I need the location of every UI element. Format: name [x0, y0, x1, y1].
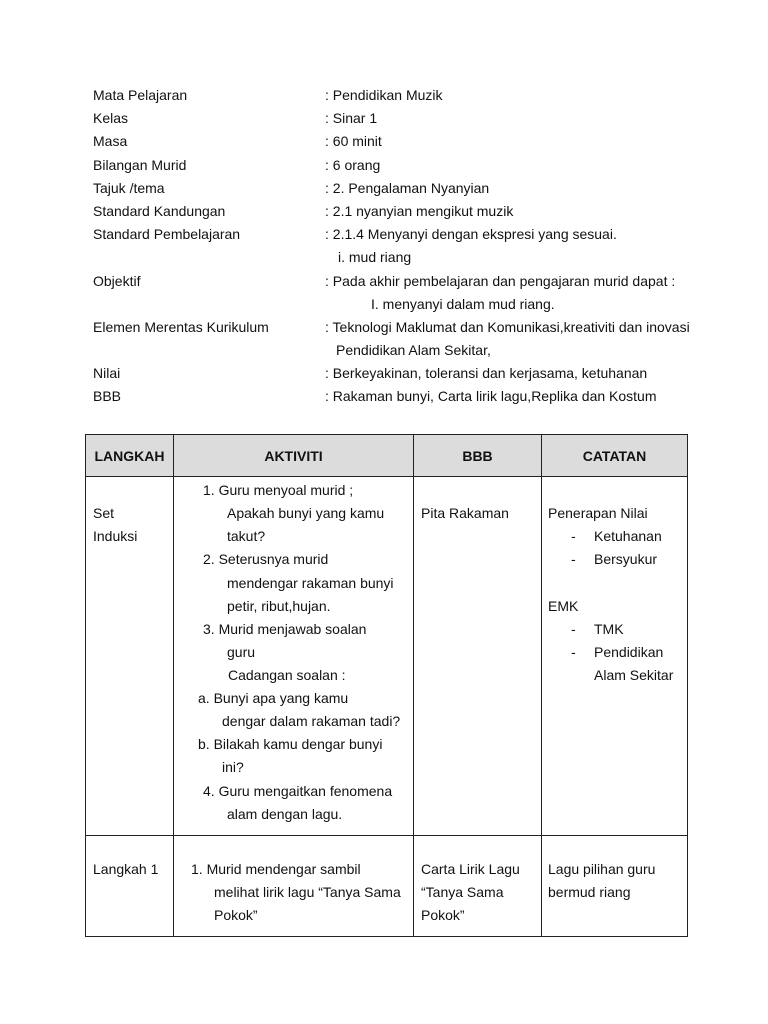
aktiviti-line: a. Bunyi apa yang kamu: [198, 690, 349, 706]
aktiviti-line: petir, ribut,hujan.: [227, 598, 331, 614]
catatan-line: Pendidikan: [594, 644, 664, 660]
catatan-line: Ketuhanan: [594, 528, 662, 544]
info-value: : 2. Pengalaman Nyanyian: [325, 179, 490, 196]
bbb-line: Pokok”: [421, 907, 465, 923]
langkah-line: Induksi: [93, 528, 138, 544]
table-row-set-induksi: [86, 477, 688, 836]
catatan-line: Bersyukur: [594, 551, 658, 567]
langkah-line: Langkah 1: [93, 861, 159, 877]
aktiviti-line: 2. Seterusnya murid: [203, 551, 329, 567]
info-row-standard-kandungan: [93, 201, 733, 224]
info-value: : Rakaman bunyi, Carta lirik lagu,Replika dan Kostum: [325, 388, 657, 405]
info-value: : Berkeyakinan, toleransi dan kerjasama, ketuhanan: [325, 365, 648, 382]
info-row-objektif: [93, 271, 733, 294]
info-row-tajuk: [93, 178, 733, 201]
info-row-mata-pelajaran: [93, 85, 733, 108]
bbb-line: “Tanya Sama: [421, 884, 504, 900]
catatan-line: bermud riang: [548, 884, 631, 900]
aktiviti-line: Apakah bunyi yang kamu: [227, 505, 385, 521]
info-value: : Pada akhir pembelajaran dan pengajaran murid dapat :: [325, 272, 676, 289]
cell-aktiviti: [174, 836, 414, 937]
cell-langkah: [86, 477, 174, 836]
info-label: Nilai: [93, 365, 121, 382]
catatan-dash: -: [571, 528, 576, 544]
info-row-bilangan-murid: [93, 155, 733, 178]
info-row-objektif-sub: [93, 294, 733, 317]
info-label: Masa: [93, 133, 128, 150]
info-label: Tajuk /tema: [93, 179, 165, 196]
aktiviti-line: Pokok”: [214, 907, 258, 923]
info-value: : 2.1.4 Menyanyi dengan ekspresi yang sesuai.: [325, 226, 617, 243]
info-value: I. menyanyi dalam mud riang.: [371, 295, 555, 312]
aktiviti-line: ini?: [222, 759, 244, 775]
bbb-line: Pita Rakaman: [421, 505, 509, 521]
catatan-line: Alam Sekitar: [594, 667, 674, 683]
aktiviti-line: 4. Guru mengaitkan fenomena: [203, 783, 393, 799]
aktiviti-line: guru: [227, 644, 256, 660]
aktiviti-line: Cadangan soalan :: [228, 667, 346, 683]
catatan-line: TMK: [594, 621, 624, 637]
column-header-langkah: LANGKAH: [86, 435, 174, 477]
column-header-bbb: BBB: [414, 435, 542, 477]
aktiviti-line: takut?: [227, 528, 266, 544]
lesson-plan-table: [85, 434, 688, 937]
info-value: i. mud riang: [338, 249, 412, 266]
info-row-bbb: [93, 386, 733, 409]
info-row-nilai: [93, 363, 733, 386]
cell-catatan: [542, 477, 688, 836]
column-header-aktiviti: AKTIVITI: [174, 435, 414, 477]
info-label: Elemen Merentas Kurikulum: [93, 318, 269, 335]
info-value: : 6 orang: [325, 156, 381, 173]
catatan-dash: -: [571, 644, 576, 660]
info-label: Mata Pelajaran: [93, 87, 188, 103]
column-header-catatan: CATATAN: [542, 435, 688, 477]
aktiviti-line: 1. Guru menyoal murid ;: [203, 482, 354, 498]
info-label: Standard Kandungan: [93, 202, 226, 219]
info-value: : Sinar 1: [325, 110, 378, 127]
info-label: BBB: [93, 388, 122, 405]
aktiviti-line: dengar dalam rakaman tadi?: [222, 713, 401, 729]
bbb-line: Carta Lirik Lagu: [421, 861, 520, 877]
info-row-emk: [93, 317, 733, 340]
info-row-standard-pembelajaran: [93, 224, 733, 247]
info-row-kelas: [93, 108, 733, 131]
info-value: Pendidikan Alam Sekitar,: [336, 342, 491, 359]
catatan-line: EMK: [548, 598, 579, 614]
cell-bbb: [414, 836, 542, 937]
aktiviti-line: 3. Murid menjawab soalan: [203, 621, 367, 637]
cell-bbb: [414, 477, 542, 836]
aktiviti-line: alam dengan lagu.: [227, 806, 343, 822]
catatan-line: Lagu pilihan guru: [548, 861, 656, 877]
info-row-standard-pembelajaran-sub: [93, 247, 733, 270]
cell-aktiviti: [174, 477, 414, 836]
info-row-masa: [93, 131, 733, 154]
info-label: Bilangan Murid: [93, 156, 187, 173]
aktiviti-line: b. Bilakah kamu dengar bunyi: [198, 736, 383, 752]
cell-catatan: [542, 836, 688, 937]
table-header-row: [86, 435, 688, 477]
info-value: : Pendidikan Muzik: [325, 87, 443, 103]
info-value: : Teknologi Maklumat dan Komunikasi,kreativiti dan inovasi: [325, 318, 690, 335]
table-row-langkah-1: [86, 836, 688, 937]
catatan-line: Penerapan Nilai: [548, 505, 648, 521]
catatan-dash: -: [571, 621, 576, 637]
aktiviti-line: melihat lirik lagu “Tanya Sama: [214, 884, 401, 900]
cell-langkah: [86, 836, 174, 937]
info-value: : 2.1 nyanyian mengikut muzik: [325, 202, 514, 219]
lesson-info-header: [93, 85, 733, 410]
langkah-line: Set: [93, 505, 115, 521]
aktiviti-line: mendengar rakaman bunyi: [227, 575, 394, 591]
info-value: : 60 minit: [325, 133, 382, 150]
info-row-emk-sub: [93, 340, 733, 363]
info-label: Standard Pembelajaran: [93, 226, 241, 243]
info-label: Objektif: [93, 272, 141, 289]
info-label: Kelas: [93, 110, 129, 127]
aktiviti-line: 1. Murid mendengar sambil: [191, 861, 361, 877]
catatan-dash: -: [571, 551, 576, 567]
